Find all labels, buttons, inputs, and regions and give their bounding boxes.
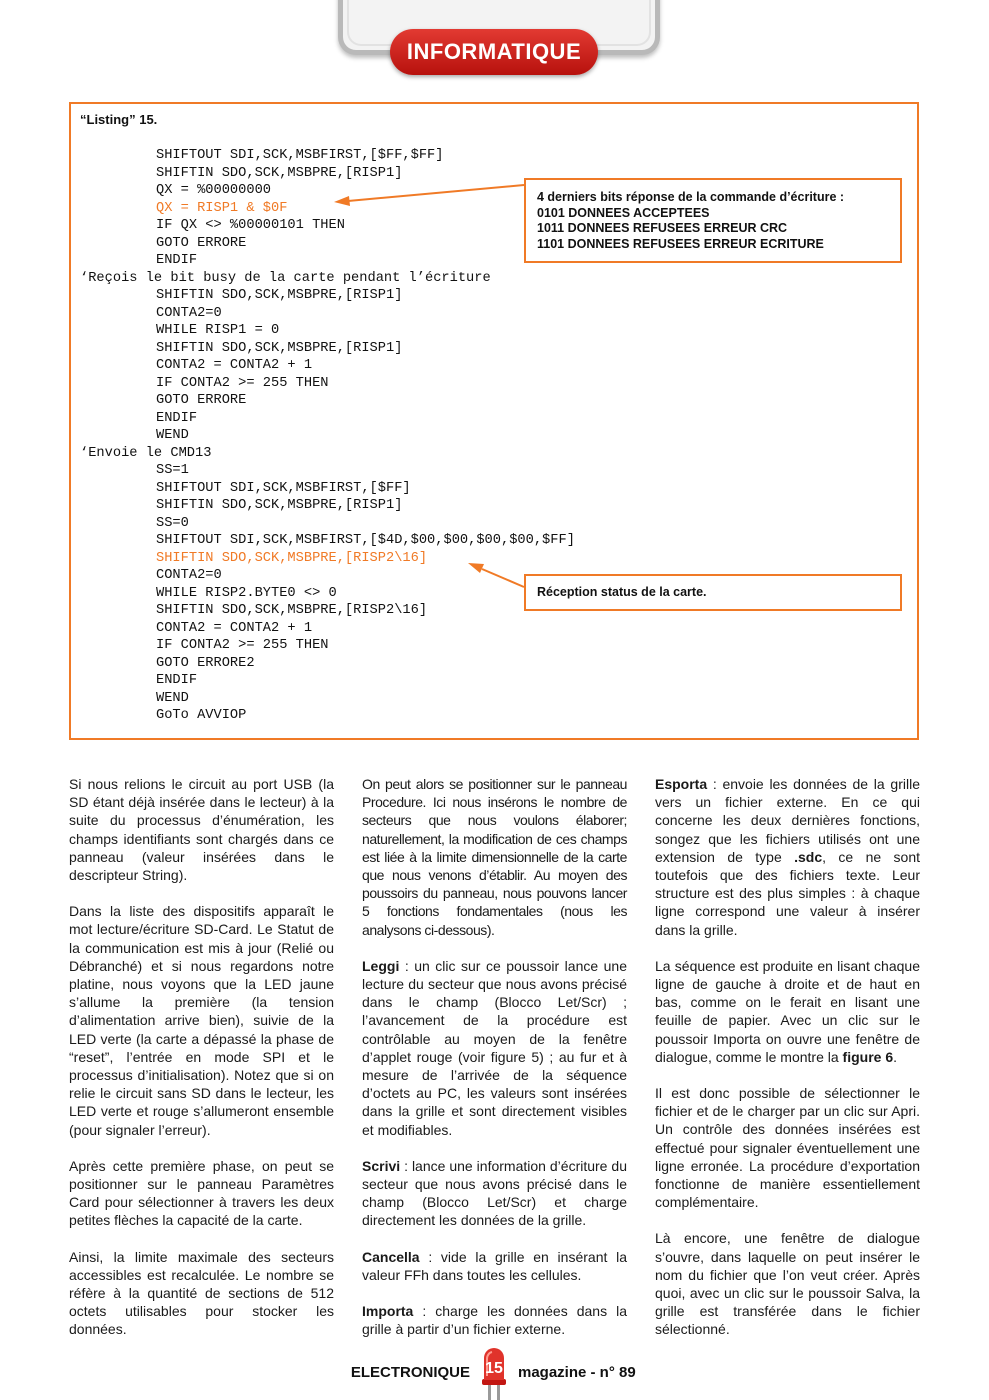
file-extension: .sdc [794,848,823,865]
code-line: SHIFTIN SDO,SCK,MSBPRE,[RISP1] [156,165,403,181]
paragraph [362,1302,627,1338]
arrowhead-1 [334,196,350,206]
article-column-2 [362,775,627,1356]
code-line: SHIFTOUT SDI,SCK,MSBFIRST,[$4D,$00,$00,$00,$00,$FF] [156,533,575,548]
magazine-name: ELECTRONIQUE [350,1364,470,1381]
listing-title: “Listing” 15. [80,112,158,127]
term: Esporta [655,776,708,792]
paragraph-text: : envoie les données de la grille vers un fichier externe. En ce qui concerne les deux dernières fonctions, songez que les fichiers utilisés ont une extension de type [655,776,920,865]
term: Cancella [362,1248,420,1265]
paragraph: Dans la liste des dispositifs apparaît le mot lecture/écriture SD-Card. Le Statut de la communication est mis à jour (Relié ou Débranché) et si nous regardons notre platine, nous voyons que la LED jaune s’allume la première (la tension d’alimentation arrive bien), suivie de la LED verte (la carte a dépassé la phase de “reset”, l’entrée en mode SPI et le processus d’initialisation). Notez que si on relie le circuit sans SD dans le lecteur, les LED verte et rouge s’allumeront ensemble (pour signaler l’erreur). [69,903,334,1138]
paragraph [362,1248,627,1284]
paragraph-text: : un clic sur ce poussoir lance une lecture du secteur que nous avons précisé dans le champ (Blocco Let/Scr) ; l’avancement de la procédure est contrôlable au moyen de la fenêtre d’applet rouge (voir figure 5) ; au fur et à mesure de l’arrivée de la séquence d’octets au PC, les valeurs sont insérées dans la grille et sont directement visibles et modifiables. [362,957,627,1138]
code-line: CONTA2=0 [156,568,222,583]
paragraph-text: : charge les données dans la grille à partir d’un fichier externe. [362,1303,627,1338]
figure-reference: figure 6 [842,1048,894,1065]
code-line: GOTO ERRORE [156,235,247,251]
paragraph [655,957,920,1066]
issue-label: magazine - n° 89 [518,1364,636,1381]
paragraph: Après cette première phase, on peut se positionner sur le panneau Paramètres Card pour sélectionner à travers les deux petites flèches la capacité de la carte. [69,1157,334,1229]
code-line: WEND [156,690,189,706]
code-line: SHIFTIN SDO,SCK,MSBPRE,[RISP1] [156,288,403,303]
callout-line: 1011 DONNEES REFUSEES ERREUR CRC [537,221,788,235]
paragraph-text: , ce ne sont toutefois que des fichiers texte. Leur structure est des plus simples : à chaque ligne correspond une valeur à insérer dans la grille. [655,848,920,938]
code-line: SS=0 [156,515,189,531]
paragraph-text: La séquence est produite en lisant chaque ligne de gauche à droite et de haut en bas, comme on le ferait en lisant une feuille de papier. Avec un clic sur le poussoir Importa on ouvre une fenêtre de dialogue, comme le montre la [655,957,920,1065]
code-line: SHIFTOUT SDI,SCK,MSBFIRST,[$FF,$FF] [156,148,444,163]
code-line: WHILE RISP2.BYTE0 <> 0 [156,585,337,601]
code-line: CONTA2 = CONTA2 + 1 [156,358,313,373]
section-label: INFORMATIQUE [390,29,598,75]
paragraph [362,957,627,1139]
paragraph-text: . [893,1048,898,1065]
paragraph: Il est donc possible de sélectionner le fichier et de le charger par un clic sur Apri. Un contrôle des données insérées est effectué pour signaler éventuellement une ligne erronée. La procédure d’exportation fonctionne de manière essentiellement complémentaire. [655,1085,920,1211]
code-line: WHILE RISP1 = 0 [156,323,280,338]
code-line: ENDIF [156,253,198,268]
code-line: QX = RISP1 & $0F [156,200,288,216]
code-line: SHIFTIN SDO,SCK,MSBPRE,[RISP1] [156,498,403,513]
callout-line: 0101 DONNEES ACCEPTEES [537,205,710,220]
code-line: ENDIF [156,410,198,426]
paragraph [362,1157,627,1230]
paragraph: Là encore, une fenêtre de dialogue s’ouvre, dans laquelle on peut insérer le nom du fichier que l’on veut créer. Après quoi, avec un clic sur le poussoir Salva, la grille est transférée dans le fichier sélectionné. [655,1230,920,1338]
paragraph: On peut alors se positionner sur le panneau Procedure. Ici nous insérons le nombre de secteurs que nous voulons élaborer; naturellement, la modification de ces champs est liée à la limite dimensionnelle de la carte que nous venons d’établir. Au moyen des poussoirs du panneau, nous pouvons lancer 5 fonctions fondamentales (nous les analysons ci-dessous). [362,776,627,938]
callout-line: 4 derniers bits réponse de la commande d’écriture : [537,190,845,204]
code-line: IF QX <> %00000101 THEN [156,218,345,233]
code-line: QX = %00000000 [156,183,271,198]
paragraph-text: : lance une information d’écriture du secteur que nous avons précisé dans le champ (Blocco Let/Scr) et charge directement les données de la grille. [362,1157,627,1229]
page-footer [0,1352,989,1400]
code-line: ENDIF [156,673,198,688]
code-line: SHIFTIN SDO,SCK,MSBPRE,[RISP2\16] [156,603,428,618]
term: Importa [362,1303,414,1320]
code-line: GOTO ERRORE2 [156,655,255,671]
code-comment: ‘Reçois le bit busy de la carte pendant l’écriture [80,270,491,286]
code-comment: ‘Envoie le CMD13 [80,445,212,461]
article-column-3 [655,775,920,1357]
code-line: IF CONTA2 >= 255 THEN [156,375,329,391]
term: Scrivi [362,1157,401,1174]
code-line: GoTo AVVIOP [156,708,247,723]
code-line: GOTO ERRORE [156,393,247,408]
callout-arrow-1 [348,185,524,201]
code-line: CONTA2=0 [156,305,222,321]
callout-line: 1101 DONNEES REFUSEES ERREUR ECRITURE [537,236,824,251]
page-number: 15 [485,1360,503,1377]
paragraph [655,775,920,939]
code-line: SS=1 [156,463,189,478]
article-column-1 [69,775,334,1357]
led-page-number-icon [479,1346,509,1400]
term: Leggi [362,957,400,974]
callout-arrow-2 [482,569,524,587]
code-line: WEND [156,428,189,443]
paragraph: Si nous relions le circuit au port USB (la SD étant déjà insérée dans le lecteur) à la suite du processus d’énumération, les champs identifiants sont chargés dans ce panneau (valeur insérées dans le descripteur String). [69,776,334,884]
callout-line: Réception status de la carte. [537,585,707,599]
callout-status [524,574,902,611]
paragraph: Ainsi, la limite maximale des secteurs accessibles est recalculée. Le nombre se réfère à la quantité de sections de 512 octets utilisables pour stocker les données. [69,1248,334,1338]
code-line: SHIFTIN SDO,SCK,MSBPRE,[RISP1] [156,340,403,356]
paragraph-text: : vide la grille en insérant la valeur FFh dans toutes les cellules. [362,1248,627,1283]
callout-write-response [524,178,902,263]
code-line: CONTA2 = CONTA2 + 1 [156,620,313,636]
code-line: SHIFTOUT SDI,SCK,MSBFIRST,[$FF] [156,480,411,496]
code-line: IF CONTA2 >= 255 THEN [156,638,329,653]
code-line: SHIFTIN SDO,SCK,MSBPRE,[RISP2\16] [156,550,428,566]
arrowhead-2 [468,563,484,573]
